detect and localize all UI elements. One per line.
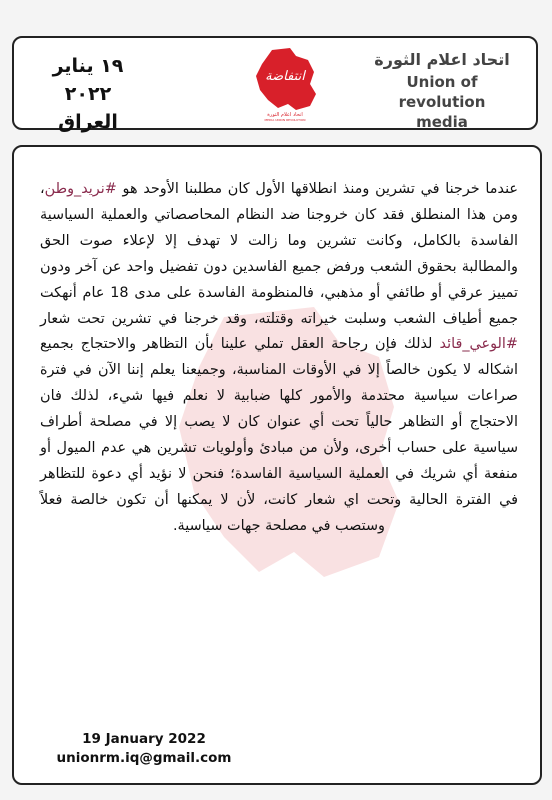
org-name-block	[362, 48, 522, 132]
footer-date: 19 January 2022	[82, 731, 206, 747]
header-location: العراق	[58, 111, 118, 133]
statement-panel	[12, 145, 542, 785]
header-date-block	[28, 52, 148, 136]
statement-text	[40, 177, 518, 540]
header-date: ١٩ يناير ٢٠٢٢	[52, 55, 124, 105]
org-name-en-line2: media	[416, 113, 468, 131]
iraq-map-logo-icon	[250, 46, 320, 122]
logo-script-text: انتفاضة	[265, 69, 305, 84]
hashtag-we-want-a-homeland[interactable]: #نريد_وطن	[44, 181, 117, 197]
header-panel	[12, 36, 538, 133]
statement-part-3: لذلك فإن رجاحة العقل تملي علينا بأن التظاهر والاحتجاج بجميع اشكاله لا يكون خالصاً إلا في الأوقات المناسبة، وجميعنا يعلم إننا الآن في فترة صراعات سياسية محتدمة والأمور كلها ضبابية لا نعلم فيها شيء، لذلك فان الاحتجاج أو التظاهر حالياً تحت أي عنوان كان لا يصب إلا في مصلحة أطراف سياسية على حساب أخرى، ولأن من مبادئ وأولويات تشرين هي عدم الميول أو منفعة أي شريك في العملية السياسية الفاسدة؛ فنحن لا نؤيد أي دعوة للتظاهر في الفترة الحالية وتحت اي شعار كانت، لأن لا يمكنها أن تكون خالصة فعلاً وستصب في مصلحة جهات سياسية.	[40, 336, 518, 534]
footer-block	[44, 730, 244, 768]
footer-email[interactable]: unionrm.iq@gmail.com	[56, 750, 232, 766]
org-name-en-line1: Union of revolution	[398, 73, 486, 111]
org-name-ar: اتحاد اعلام الثورة	[374, 50, 510, 69]
logo-caption-en: MEDIA UNION REVOLUTION	[264, 118, 306, 122]
hashtag-awareness-leads[interactable]: #الوعي_قائد	[439, 336, 518, 353]
logo-caption: اتحاد اعلام الثورة	[267, 112, 303, 118]
statement-part-2: ، ومن هذا المنطلق فقد كان خروجنا ضد النظام المحاصصاتي والعملية السياسية الفاسدة بالكامل، وكانت تشرين وما زالت لا تهدف إلا لإعلاء صوت الحق والمطالبة بحقوق الشعب ورفض جميع الفاسدين دون تفضيل واحد عن آخر ودون تمييز عرقي أو طائفي أو مذهبي، فالمنظومة الفاسدة على مدى 18 عام أنهكت جميع أطياف الشعب وسلبت خيراته وقتلته، وقد خرجنا في تشرين تحت شعار	[40, 181, 519, 327]
statement-part-1: عندما خرجنا في تشرين ومنذ انطلاقها الأول كان مطلبنا الأوحد هو	[116, 181, 518, 197]
